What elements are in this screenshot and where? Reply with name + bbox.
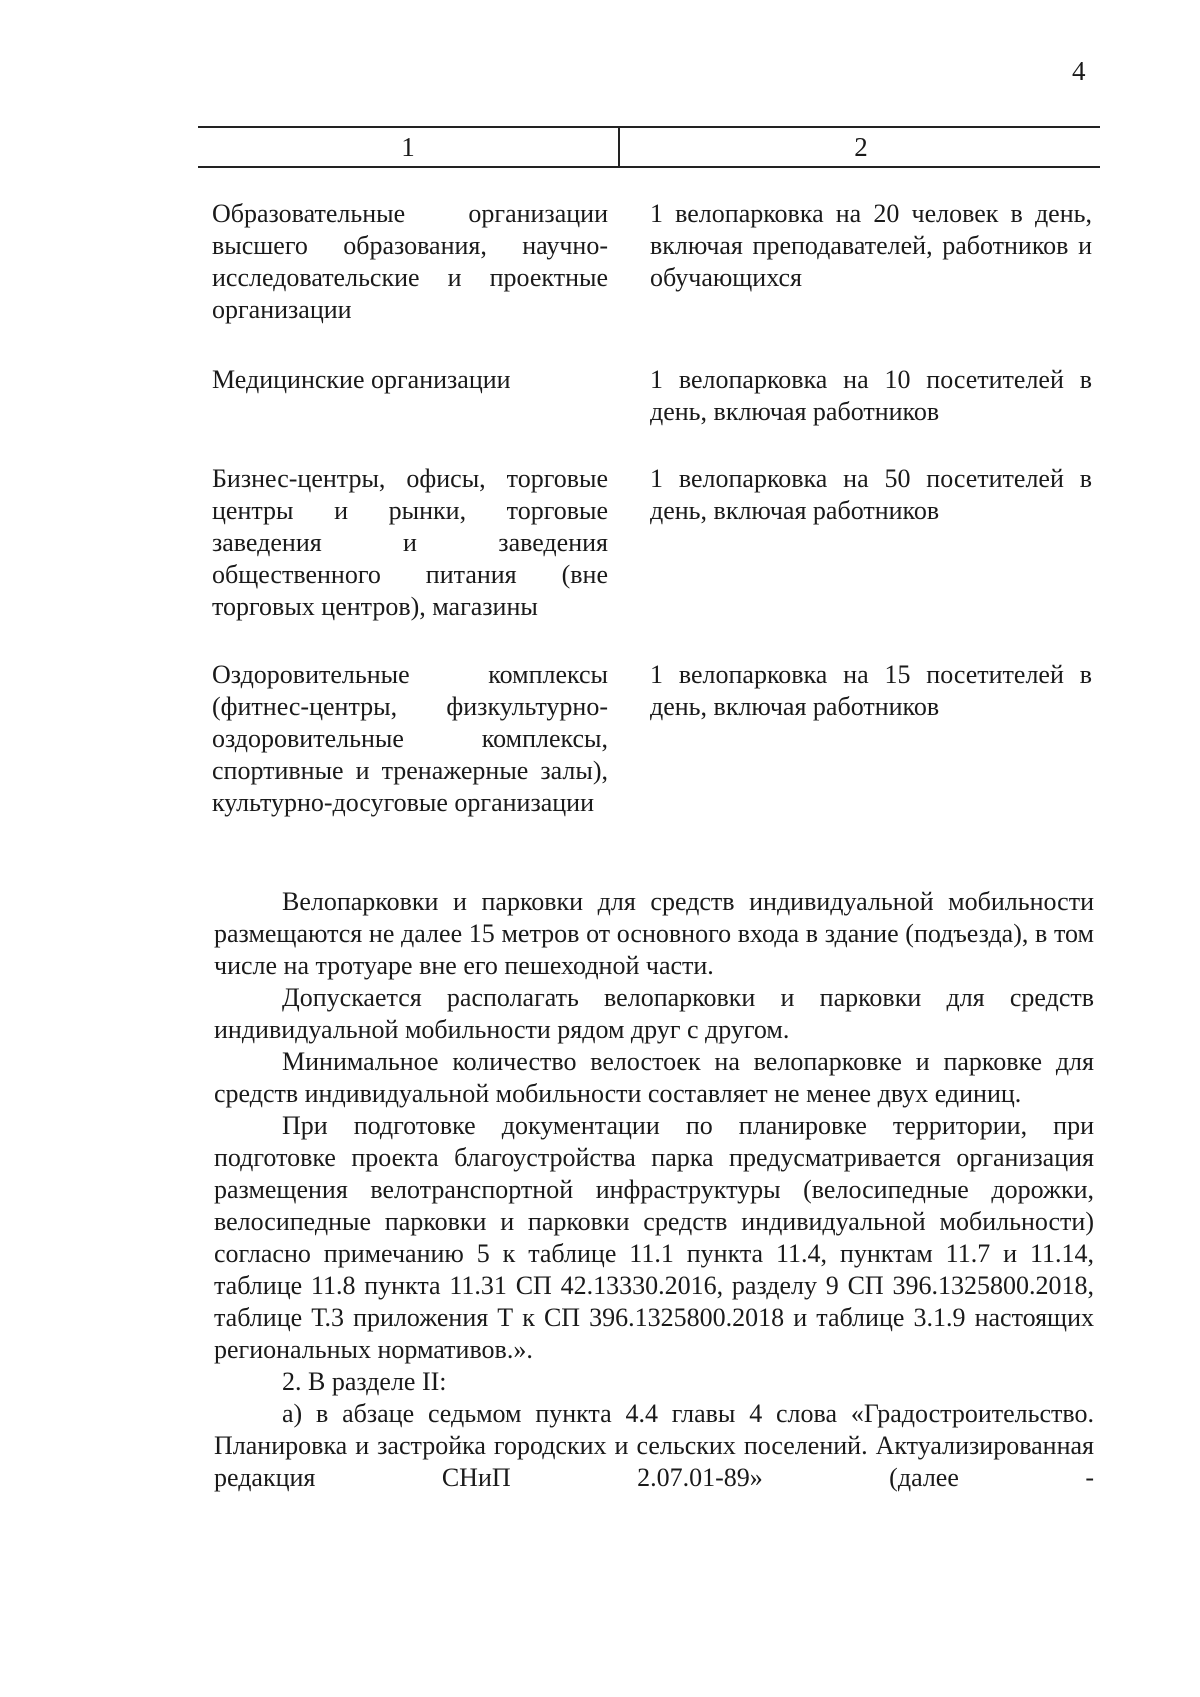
table-cell-norm: 1 велопарковка на 20 человек в день, включая преподавателей, работников и обучающихся <box>650 199 1092 292</box>
paragraph: При подготовке документации по планировке территории, при подготовке проекта благоустройства парка предусматривается организация размещения велотранспортной инфраструктуры (велосипедные дорожки, велосипедные парковки и парковки средств индивидуальной мобильности) согласно примечанию 5 к таблице 11.1 пункта 11.4, пунктам 11.7 и 11.14, таблице 11.8 пункта 11.31 СП 42.13330.2016, разделу 9 СП 396.1325800.2018, таблице Т.3 приложения Т к СП 396.1325800.2018 и таблице 3.1.9 настоящих региональных нормативов.». <box>214 1111 1094 1364</box>
table-cell-norm: 1 велопарковка на 10 посетителей в день, включая работников <box>650 365 1092 426</box>
table-cell-institution: Бизнес-центры, офисы, торговые центры и рынки, торговые заведения и заведения общественного питания (вне торговых центров), магазины <box>212 464 608 621</box>
table-cell-norm: 1 велопарковка на 50 посетителей в день, включая работников <box>650 464 1092 525</box>
table-cell-institution: Оздоровительные комплексы (фитнес-центры, физкультурно-оздоровительные комплексы, спортивные и тренажерные залы), культурно-досуговые организации <box>212 660 608 817</box>
page-number: 4 <box>1072 56 1086 86</box>
paragraph: а) в абзаце седьмом пункта 4.4 главы 4 слова «Градостроительство. Планировка и застройка городских и сельских поселений. Актуализированная редакция СНиП 2.07.01-89» (далее - <box>214 1399 1094 1492</box>
table-header <box>198 126 1100 168</box>
paragraph: Минимальное количество велостоек на велопарковке и парковке для средств индивидуальной мобильности составляет не менее двух единиц. <box>214 1047 1094 1108</box>
table-cell-norm: 1 велопарковка на 15 посетителей в день, включая работников <box>650 660 1092 721</box>
body-text <box>214 886 1094 1494</box>
paragraph: Допускается располагать велопарковки и парковки для средств индивидуальной мобильности рядом друг с другом. <box>214 983 1094 1044</box>
table-header-col-2: 2 <box>618 128 1102 166</box>
paragraph: Велопарковки и парковки для средств индивидуальной мобильности размещаются не далее 15 метров от основного входа в здание (подъезда), в том числе на тротуаре вне его пешеходной части. <box>214 887 1094 980</box>
table-header-col-1: 1 <box>401 132 415 162</box>
paragraph: 2. В разделе II: <box>282 1367 447 1396</box>
table-cell-institution: Медицинские организации <box>212 365 511 394</box>
table-cell-institution: Образовательные организации высшего образования, научно-исследовательские и проектные организации <box>212 199 608 324</box>
